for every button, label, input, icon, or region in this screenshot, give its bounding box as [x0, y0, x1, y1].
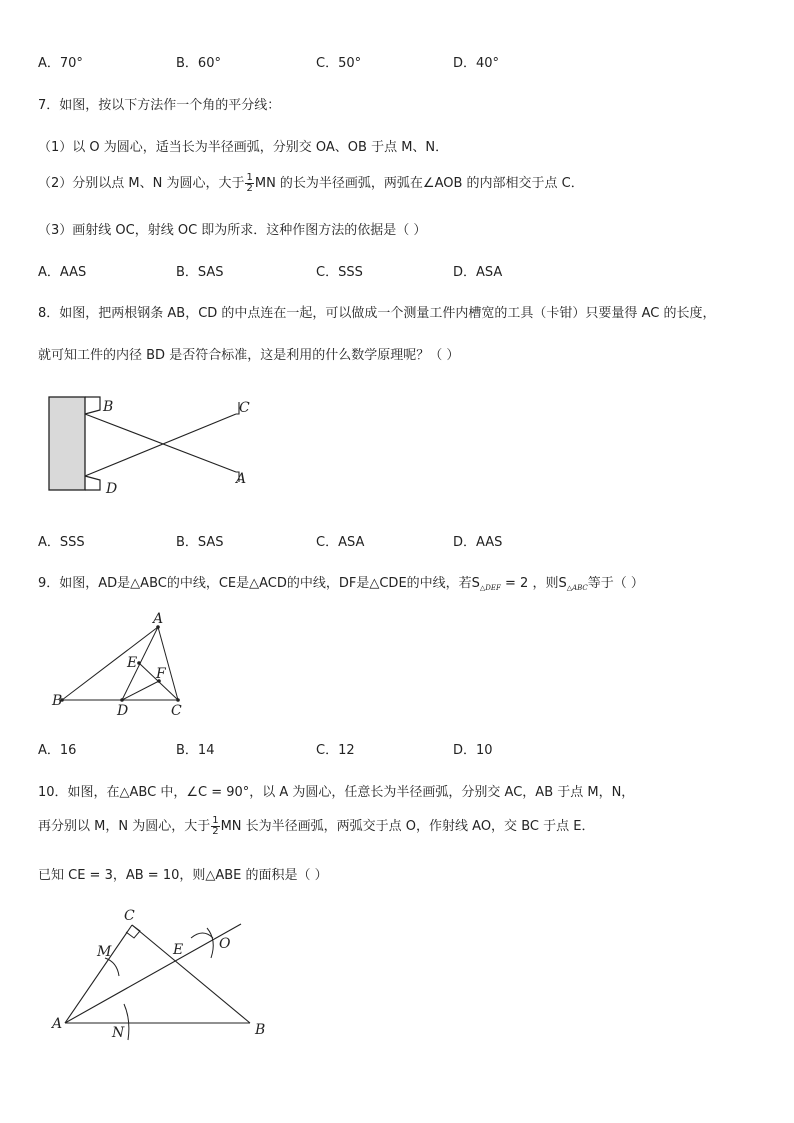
q9-option-b: B．14 [176, 743, 215, 758]
q10-label-e: E [173, 942, 184, 958]
q8-label-c: C [239, 400, 250, 416]
q8-option-a: A．SSS [38, 535, 85, 550]
q10-label-a: A [52, 1016, 63, 1032]
q9-sub-def: △DEF [479, 584, 501, 592]
q7-frac-den: 2 [246, 183, 253, 194]
q8-caliper-figure [40, 388, 270, 498]
q7-step3: （3）画射线 OC，射线 OC 即为所求．这种作图方法的依据是（ ） [38, 223, 427, 238]
q10-triangle-figure [45, 900, 275, 1045]
q6-option-a: A．70° [38, 56, 83, 71]
q10-line2 [38, 815, 594, 837]
q8-label-d: D [106, 481, 118, 497]
q10-label-b: B [255, 1022, 266, 1038]
q8-line2: 就可知工件的内径 BD 是否符合标准，这是利用的什么数学原理呢？（ ） [38, 348, 460, 363]
q7-step2 [38, 172, 584, 194]
q9-label-c: C [171, 703, 182, 719]
q7-option-d: D．ASA [453, 265, 503, 280]
q9-side-ac [158, 627, 178, 700]
q9-stem-mid: = 2 ，则S [500, 576, 567, 591]
q9-option-c: C．12 [316, 743, 355, 758]
q8-line1: 8．如图，把两根钢条 AB，CD 的中点连在一起，可以做成一个测量工件内槽宽的工具（卡钳）只要量得 AC 的长度， [38, 306, 716, 321]
q9-option-d: D．10 [453, 743, 493, 758]
q9-sub-abc: △ABC [566, 584, 588, 592]
q9-label-d: D [117, 703, 129, 719]
q7-fraction [245, 173, 253, 194]
q6-option-c: C．50° [316, 56, 362, 71]
q8-option-c: C．ASA [316, 535, 365, 550]
q10-line2-before: 再分别以 M，N 为圆心，大于 [38, 819, 211, 834]
q8-bar-ba [85, 414, 236, 472]
q10-line1: 10．如图，在△ABC 中，∠C = 90°，以 A 为圆心，任意长为半径画弧，分别交 AC，AB 于点 M，N， [38, 785, 635, 800]
q9-label-f: F [156, 666, 166, 682]
q10-label-o: O [219, 936, 231, 952]
q9-triangle-figure [45, 605, 205, 720]
q8-workpiece [49, 397, 85, 490]
q6-option-b: B．60° [176, 56, 221, 71]
q10-label-n: N [112, 1025, 125, 1041]
q9-point-c [176, 698, 180, 702]
q10-line3: 已知 CE = 3，AB = 10，则△ABE 的面积是（ ） [38, 868, 328, 883]
q6-option-d: D．40° [453, 56, 500, 71]
q7-step2-after: MN 的长为半径画弧，两弧在∠AOB 的内部相交于点 C． [254, 176, 584, 191]
q7-option-a: A．AAS [38, 265, 87, 280]
q8-option-d: D．AAS [453, 535, 503, 550]
q7-step2-before: （2）分别以点 M、N 为圆心，大于 [38, 176, 245, 191]
q7-frac-num: 1 [246, 172, 253, 183]
q10-side-ac [65, 925, 132, 1023]
q10-arc-o1 [191, 933, 213, 938]
q10-arc-n [124, 1004, 129, 1040]
q9-stem-after: 等于（ ） [587, 576, 644, 591]
q10-ray-ao [65, 924, 241, 1023]
q9-label-a: A [153, 611, 164, 627]
q9-point-d [120, 698, 124, 702]
q8-jaw-top [85, 397, 100, 414]
q10-frac-den: 2 [212, 826, 219, 837]
q9-median-df [122, 681, 159, 700]
q8-label-a: A [236, 471, 247, 487]
q9-option-a: A．16 [38, 743, 77, 758]
q8-option-b: B．SAS [176, 535, 224, 550]
q9-label-b: B [52, 693, 63, 709]
q7-option-c: C．SSS [316, 265, 363, 280]
q8-bar-dc [85, 414, 236, 476]
q9-stem [38, 572, 644, 592]
q8-jaw-bottom [85, 476, 100, 490]
q7-option-b: B．SAS [176, 265, 224, 280]
q10-label-c: C [124, 908, 135, 924]
q10-line2-after: MN 长为半径画弧，两弧交于点 O，作射线 AO，交 BC 于点 E． [220, 819, 595, 834]
q8-label-b: B [103, 399, 114, 415]
q10-fraction [211, 816, 219, 837]
q9-label-e: E [127, 655, 138, 671]
q9-point-e [137, 661, 141, 665]
q7-step1: （1）以 O 为圆心，适当长为半径画弧，分别交 OA、OB 于点 M、N． [38, 140, 449, 155]
q9-stem-before: 9．如图，AD是△ABC的中线，CE是△ACD的中线，DF是△CDE的中线，若S [38, 576, 480, 591]
q10-side-cb [132, 925, 250, 1023]
q7-stem: 7．如图，按以下方法作一个角的平分线： [38, 98, 281, 113]
q10-label-m: M [97, 944, 112, 960]
q10-frac-num: 1 [212, 815, 219, 826]
